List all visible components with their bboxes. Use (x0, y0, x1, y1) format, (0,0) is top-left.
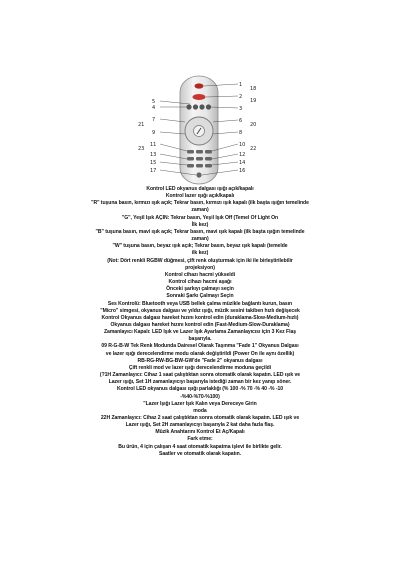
manual-line: Ses Kontrolü: Bluetooth veya USB bellek çalma müzikle bağlantı kurun, basın (107, 300, 293, 307)
manual-line: Önceki şarkıyı çalmayı seçin (166, 286, 234, 293)
manual-line: Çift renkli mod ve lazer ışığı derecelendirme moduna geçildi (128, 364, 272, 371)
callout-number: 19 (250, 98, 257, 104)
remote-lower-button (196, 150, 203, 154)
callout-number: 9 (152, 130, 156, 136)
manual-line: Bu ürün, 4 için çalışan 4 saat otomatik kapatma işlevi ile birlikte gelir. (118, 443, 282, 450)
manual-line: Kontrol LED okyanus dalgası ışığı parlaklığı (% 100 -% 70 -% 40 -% -10 (116, 386, 284, 393)
manual-line: Okyanus dalgası hareket hızını kontrol edin (Fast-Medium-Slow-Duraklama) (110, 321, 290, 328)
manual-line: Kontrol LED okyanus dalgası ışığı açık/kapalı (146, 186, 254, 192)
manual-line: Kontrol cihazı hacmi yükseldi (164, 271, 236, 278)
remote-lower-button (187, 157, 194, 161)
remote-lower-button (205, 164, 212, 168)
remote-lower-button (187, 164, 194, 168)
remote-lower-button (205, 157, 212, 161)
callout-number: 7 (152, 117, 156, 123)
callout-number: 2 (239, 94, 243, 100)
manual-line: 09 R-G-B-W Tek Renk Modunda Dairesel Olarak Taşınma "Fade 1" Okyanus Dalgası (101, 343, 299, 350)
callout-number: 11 (150, 142, 157, 148)
manual-line: moda (193, 407, 207, 414)
remote-lower-button (205, 150, 212, 154)
manual-line: "G", Yeşil Işık AÇIN: Tekrar basın, Yeşil Işık Off (Temel Of Light On (121, 214, 279, 221)
manual-line: 22H Zamanlayıcı: Cihaz 2 saat çalıştıktan sonra otomatik olarak kapatın. LED ışık ve (100, 415, 300, 421)
callout-number: 12 (239, 152, 246, 158)
remote-green-button (193, 104, 198, 109)
manual-line: Kontrol Okyanus dalgası hareket hızını kontrol edin (duraklama-Slow-Medium-hızlı) (101, 314, 299, 321)
manual-line: Müzik Anahtarını Kontrol Et Aç/Kapalı (155, 429, 245, 436)
manual-line: Zamanlayıcı Kapalı: LED Işık ve Lazer Işık Ayarlama Zamanlayıcısı için 3 Kez Flaş (103, 329, 297, 336)
callout-number: 10 (239, 142, 246, 148)
callout-number: 15 (150, 160, 157, 166)
callout-number: 20 (250, 122, 257, 128)
manual-line: Saatler ve otomatik olarak kapatın. (158, 450, 242, 457)
callout-number: 14 (239, 160, 246, 166)
manual-line: Lazer ışığı, Set 2H zamanlayıcıyı başarıyla 2 kat daha fazla flaş. (125, 422, 275, 429)
callout-number: 16 (239, 168, 246, 174)
manual-line: zaman) (191, 207, 209, 214)
remote-top-button (193, 94, 206, 100)
manual-line: "Lazer Işığı Lazer Işık Kalın veya Dereceye Girin (143, 400, 257, 407)
manual-line: Fark etme: (187, 436, 213, 443)
manual-line: "R" tuşuna basın, kırmızı ışık açık; Tekrar basın, kırmızı ışık kapalı (ilk başta ışığın temelinde (91, 200, 309, 207)
manual-line: -%40-%70-%100) (180, 393, 220, 400)
manual-line: Lazer ışığı, Set 1H zamanlayıcıyı başarıyla istediği zaman bir kez yanıp söner. (108, 379, 292, 386)
callout-number: 4 (152, 105, 156, 111)
callout-number: 6 (239, 118, 243, 124)
manual-line: ilk kez) (191, 250, 209, 257)
remote-white-button (206, 104, 211, 109)
callout-number: 1 (239, 82, 243, 88)
callout-number: 13 (150, 152, 157, 158)
callout-number: 17 (150, 168, 157, 174)
manual-instructions (62, 186, 338, 458)
remote-power-button (195, 83, 204, 88)
remote-lower-button (196, 157, 203, 161)
manual-line: İlk kez) (191, 221, 209, 228)
callout-number: 22 (250, 146, 257, 152)
manual-line: "Micro" simgesi, okyanus dalgası ve yıldız ışığı, müzik sesini takiben hızlı değişecek (100, 307, 300, 314)
callout-number: 8 (239, 130, 243, 136)
manual-line: zaman) (191, 236, 209, 243)
manual-line: başarıyla. (188, 336, 212, 343)
manual-line: projeksiyon) (185, 264, 215, 271)
manual-line: Kontrol lazer ışığı açık/kapalı (165, 193, 235, 200)
remote-control-illustration (130, 74, 270, 186)
manual-line: "B" tuşuna basın, mavi ışık açık; Tekrar basın, mavi ışık kapalı (ilk başta ışığın temelinde (95, 228, 305, 235)
manual-line: "W" tuşuna basın, beyaz ışık açık; Tekrar basın, beyaz ışık kapalı (temelde (112, 243, 288, 250)
manual-line: ve lazer ışığı derecelendirme modu olarak değiştirildi (Power On ile aynı özellik) (105, 350, 295, 357)
manual-line: (Not: Dört renkli RGBW düğmesi, çift renk oluşturmak için iki ile birleştirilebilir (107, 257, 293, 264)
callout-number: 21 (138, 122, 145, 128)
remote-bottom-button (196, 172, 201, 177)
callout-number: 5 (152, 99, 156, 105)
remote-lower-button (187, 150, 194, 154)
manual-line: Sonraki Şarkı Çalmayı Seçin (166, 293, 234, 300)
remote-blue-button (199, 104, 204, 109)
manual-line: (?1H Zamanlayıcı: Cihaz 1 saat çalıştıktan sonra otomatik olarak kapatın. LED ışık ve (99, 372, 301, 379)
callout-number: 23 (138, 146, 145, 152)
callout-number: 3 (239, 106, 243, 112)
manual-line: Kontrol cihazı hacmi aşağı (168, 279, 232, 286)
callout-number: 18 (250, 86, 257, 92)
remote-red-button (186, 104, 191, 109)
remote-lower-button (196, 164, 203, 168)
manual-line: RB-RG-RW-BG-BW-GW'de "Fade 2" okyanus dalgası (137, 357, 263, 364)
